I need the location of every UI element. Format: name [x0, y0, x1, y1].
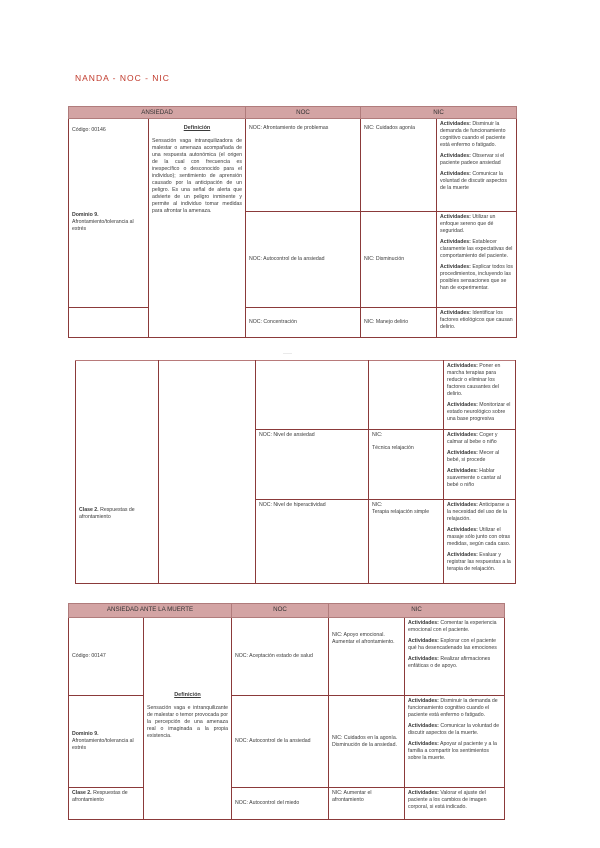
dominio-text: Afrontamiento/tolerancia al estrés — [72, 738, 134, 751]
actividad: Actividades: Explorar con el paciente qué ha desencadenado las emociones — [408, 638, 497, 651]
noc-item: NOC: Concentración — [249, 319, 297, 325]
header-noc: NOC — [232, 604, 329, 618]
definicion-title: Definición — [174, 692, 201, 698]
nic-item-detail: Terapia relajación simple — [372, 509, 430, 515]
actividad: Actividades: Establecer claramente las expectativas del comportamiento del paciente. — [440, 239, 513, 259]
actividad: Actividades: Comunicar la voluntad de discutir aspectos de la muerte — [440, 171, 507, 191]
dominio-label: Dominio 9. — [72, 731, 99, 737]
actividad: Actividades: Identificar los factores etiológicos que causan delirio. — [440, 310, 513, 330]
noc-item: NOC: Nivel de hiperactividad — [259, 502, 326, 508]
nic-item: NIC: Cuidados agonía — [364, 125, 416, 131]
ansiedad-table — [68, 106, 517, 338]
actividad: Actividades: Anticiparse a la necesidad del uso de la relajación. — [447, 502, 510, 522]
noc-item: NOC: Nivel de ansiedad — [259, 432, 315, 438]
ansiedad-muerte-table — [68, 603, 505, 820]
clase-label: Clase 2. — [79, 507, 99, 513]
actividad: Actividades: Apoyar al paciente y a la familia a compartir los sentimientos sobre la muerte. — [408, 741, 497, 761]
noc-item: NOC: Autocontrol de la ansiedad — [249, 256, 325, 262]
nic-item: NIC: Apoyo emocional. Aumentar el afrontamiento. — [332, 632, 395, 645]
clase-text: Respuestas de afrontamiento — [72, 790, 128, 803]
clase-label: Clase 2. — [72, 790, 92, 796]
actividad: Actividades: Comentar la experiencia emocional con el paciente. — [408, 620, 497, 633]
actividad: Actividades: Coger y calmar al bebe o niño — [447, 432, 498, 445]
nic-item: NIC: Disminución — [364, 256, 405, 262]
nic-item: NIC: Cuidados en la agonía. Disminución de la ansiedad. — [332, 734, 398, 748]
actividad: Actividades: Hablar suavemente o cantar al bebé o niño — [447, 468, 501, 488]
actividad: Actividades: Evaluar y registrar las respuestas a la terapia de relajación. — [447, 552, 511, 572]
nic-item: NIC: — [372, 502, 383, 508]
nic-item: NIC: — [372, 432, 383, 438]
header-ansiedad-muerte: ANSIEDAD ANTE LA MUERTE — [69, 604, 232, 618]
header-nic: NIC — [361, 107, 517, 119]
actividad: Actividades: Monitorizar el estado neurológico sobre una base progresiva — [447, 402, 511, 422]
header-noc: NOC — [246, 107, 361, 119]
definicion-title: Definición — [183, 125, 211, 131]
dominio-label: Dominio 9. — [72, 212, 99, 218]
actividad: Actividades: Utilizar un enfoque sereno que dé seguridad. — [440, 214, 496, 234]
actividad: Actividades: Poner en marcha terapias para reducir o eliminar los factores causantes del delirio. — [447, 363, 501, 397]
noc-item: NOC: Afrontamiento de problemas — [249, 125, 329, 131]
header-nic: NIC — [329, 604, 505, 618]
nic-item: NIC: Manejo delirio — [364, 319, 409, 325]
actividad: Actividades: Disminuir la demanda de funcionamiento cognitivo cuando el paciente está enfermo o fatigado. — [440, 121, 506, 148]
actividad: Actividades: Valorar el ajuste del paciente a los cambios de imagen corporal, si está indicado. — [408, 790, 487, 810]
definicion-text: Sensación vaga intranquilizadora de malestar o amenaza acompañada de una respuesta autonómica (el origen de la cual con frecuencia es inespecífico o desconocido para el individuo); sentimiento de aprensión causado por la anticipación de un peligro. Es una señal de alerta que advierte de un peligro inminente y permite al individuo tomar medidas para afrontar la amenaza. — [152, 138, 243, 214]
noc-item: NOC: Autocontrol del miedo — [235, 800, 300, 806]
page-title: NANDA - NOC - NIC — [75, 73, 170, 83]
codigo: Código: 00146 — [72, 127, 106, 133]
page-break-marker: ——— — [283, 351, 292, 355]
nic-item: NIC: Aumentar el afrontamiento — [332, 790, 372, 803]
dominio-text: Afrontamiento/tolerancia al estrés — [72, 219, 134, 232]
actividad: Actividades: Realizar afirmaciones enfáticas o de apoyo. — [408, 656, 491, 669]
header-ansiedad: ANSIEDAD — [69, 107, 246, 119]
noc-item: NOC: Autocontrol de la ansiedad — [235, 738, 311, 744]
clase-text: Respuestas de afrontamiento — [79, 507, 135, 520]
actividad: Actividades: Mecer al bebé, si procede — [447, 450, 500, 463]
actividad: Actividades: Utilizar el masaje sólo junto con otras medidas, según cada caso. — [447, 527, 511, 547]
actividad: Actividades: Explicar todos los procedimientos, incluyendo las posibles sensaciones que se han de experimentar. — [440, 264, 513, 291]
actividad: Actividades: Disminuir la demanda de funcionamiento cognitivo cuando el paciente está enfermo o fatigado. — [408, 698, 498, 718]
actividad: Actividades: Observar si el paciente padece ansiedad — [440, 153, 505, 166]
noc-item: NOC: Aceptación estado de salud — [235, 653, 313, 659]
actividad: Actividades: Comunicar la voluntad de discutir aspectos de la muerte. — [408, 723, 500, 736]
ansiedad-continuation-table — [75, 360, 516, 584]
definicion-text: Sensación vaga e intranquilizante de malestar o temor provocada por la percepción de una amenaza real o imaginada a la propia existencia. — [147, 705, 229, 739]
codigo: Código: 00147 — [72, 653, 106, 659]
nic-item-detail: Técnica relajación — [372, 445, 414, 451]
